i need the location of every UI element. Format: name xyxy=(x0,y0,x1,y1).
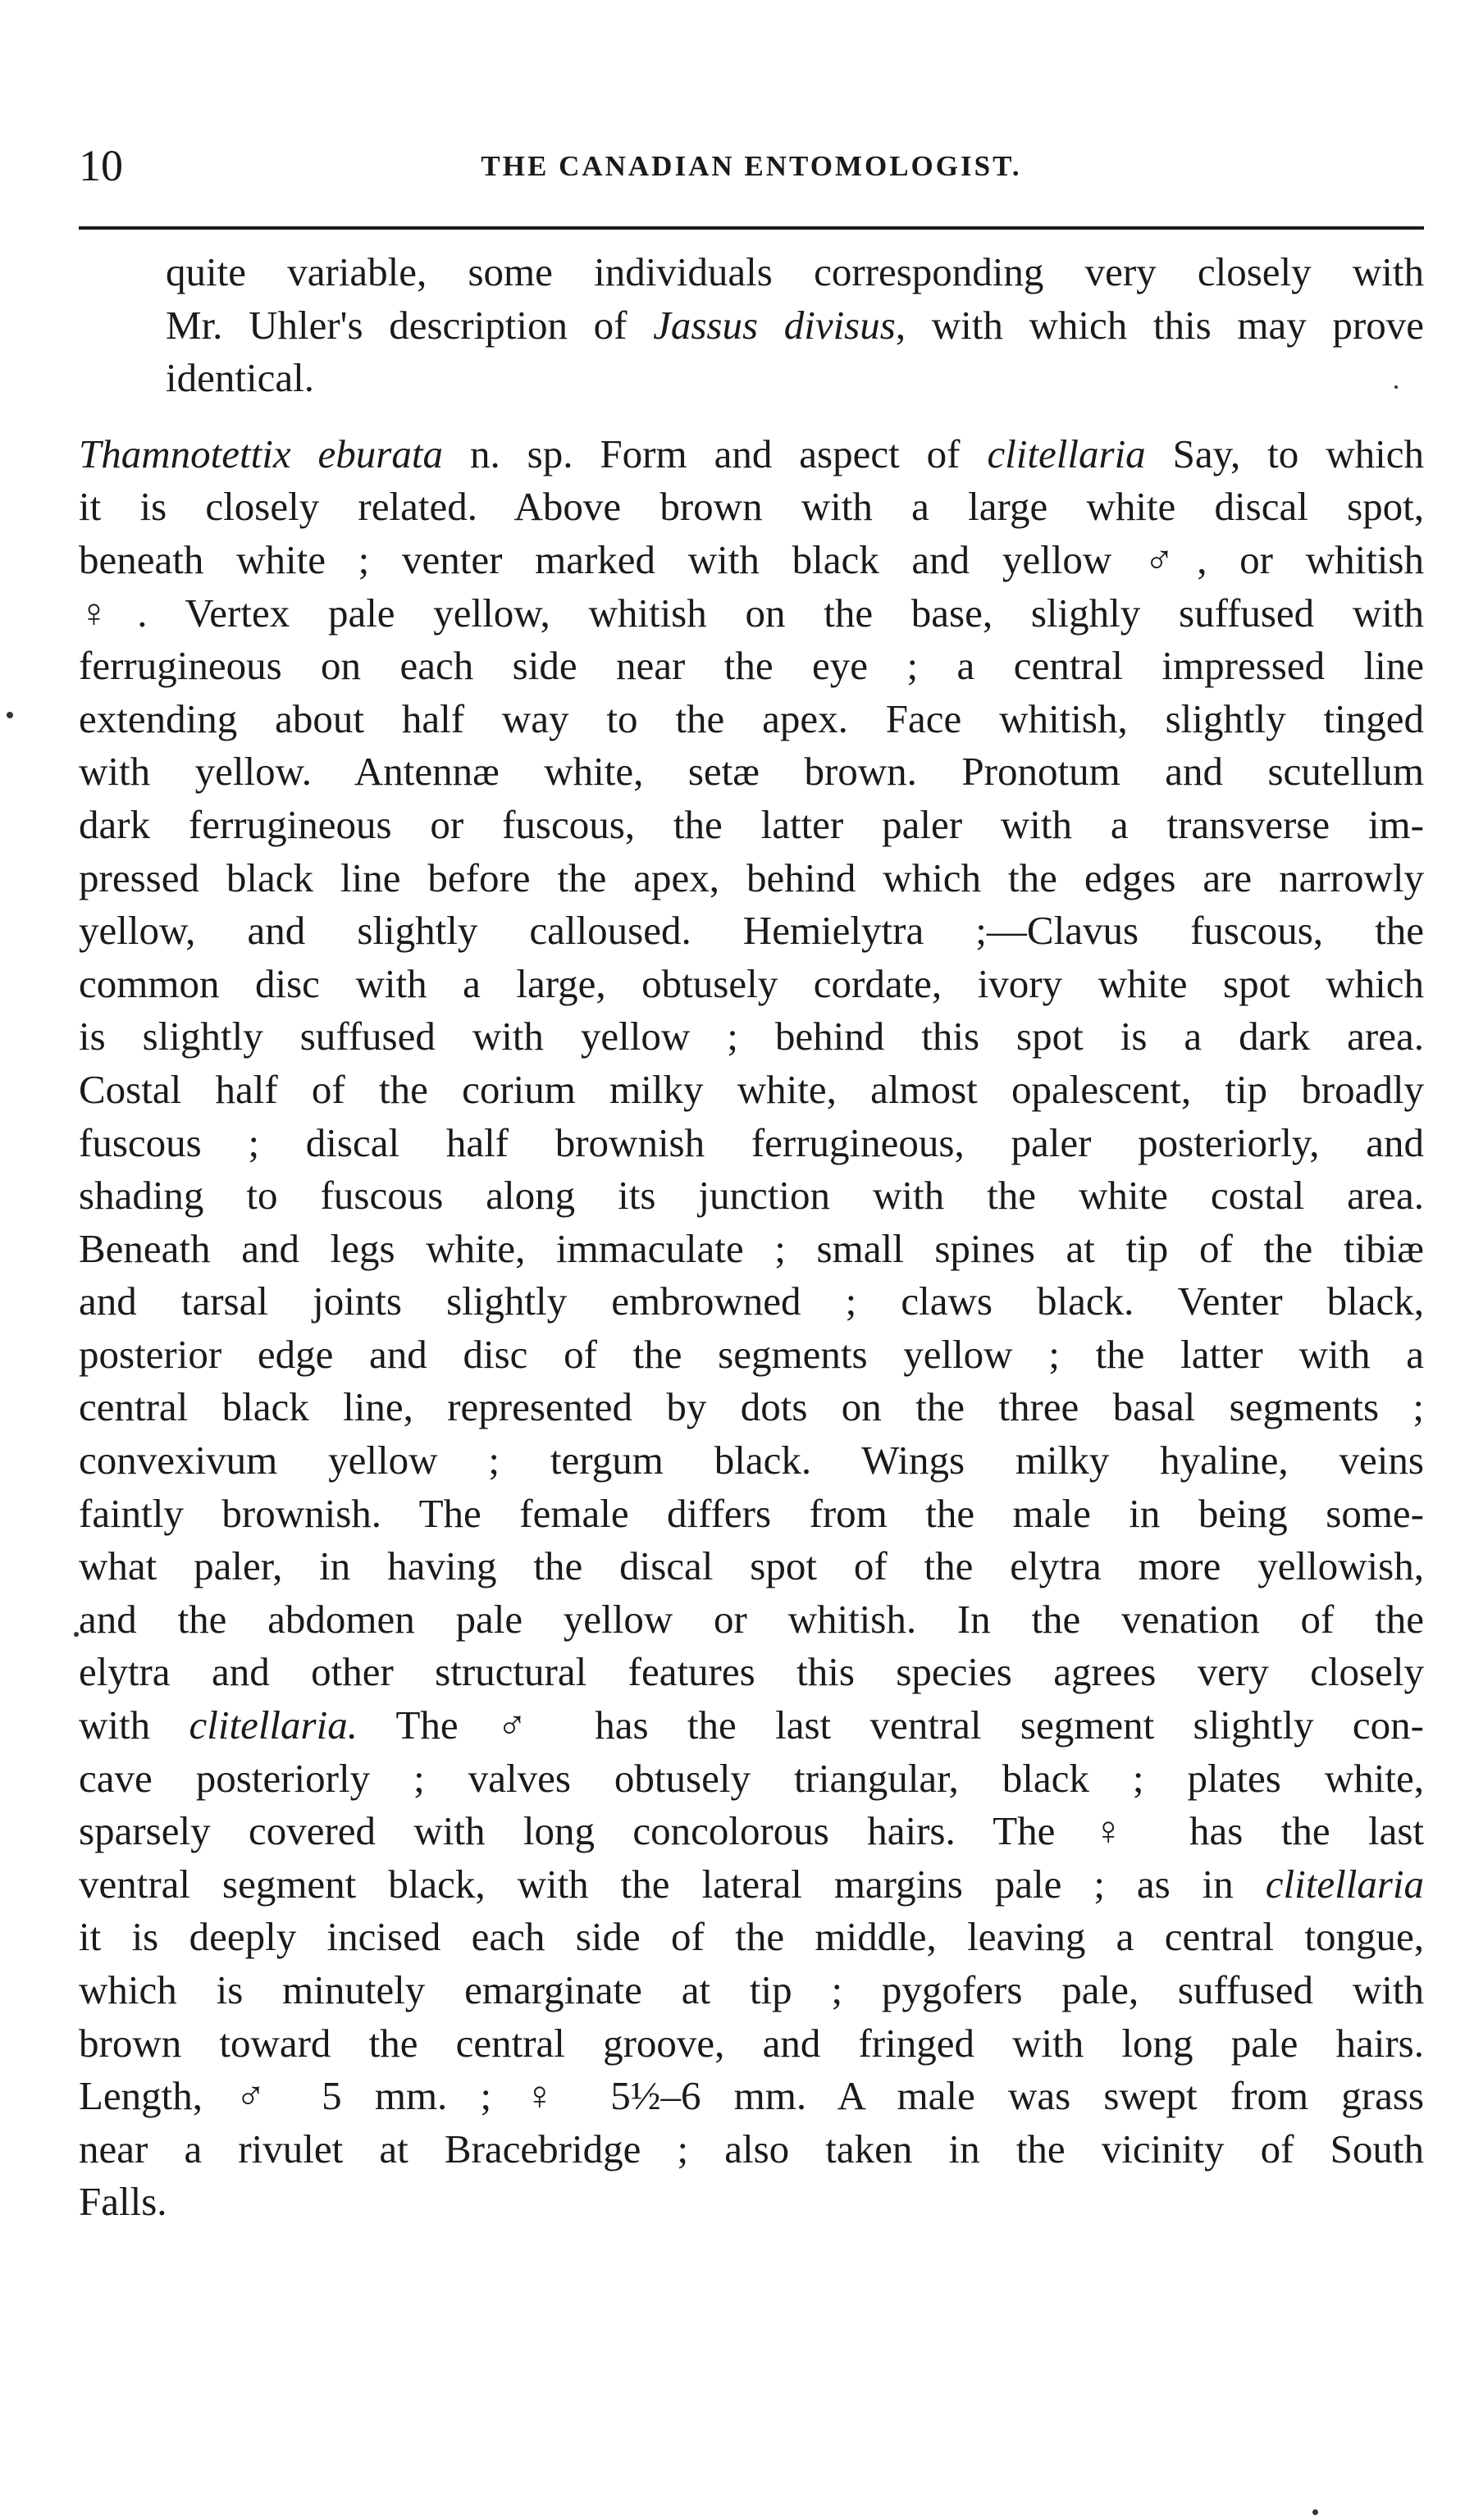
italic-taxon-name: clitellaria xyxy=(987,431,1146,476)
text-line xyxy=(79,958,1424,1011)
print-speck xyxy=(7,712,13,718)
text-line xyxy=(79,1117,1424,1170)
italic-taxon-name: Thamnotettix eburata xyxy=(79,431,443,476)
text-line xyxy=(79,1488,1424,1541)
text-line xyxy=(79,1858,1424,1912)
italic-taxon-name: clitellaria xyxy=(1265,1861,1424,1907)
text-run: central black line, represented by dots on the three basal segments ; xyxy=(79,1384,1424,1430)
text-line xyxy=(79,1064,1424,1117)
text-line xyxy=(79,1381,1424,1434)
print-speck xyxy=(74,1632,79,1637)
text-run: ♀. Vertex pale yellow, whitish on the base, slighly suffused with xyxy=(79,590,1424,636)
text-line xyxy=(79,1593,1424,1647)
text-run: posterior edge and disc of the segments yellow ; the latter with a xyxy=(79,1331,1424,1377)
species-description-paragraph xyxy=(79,428,1424,2229)
text-run: elytra and other structural features this species agrees very closely xyxy=(79,1649,1424,1695)
text-line xyxy=(79,1911,1424,1964)
text-line xyxy=(79,1434,1424,1488)
text-line xyxy=(79,1805,1424,1858)
page-number: 10 xyxy=(79,141,123,190)
print-speck xyxy=(1312,2509,1318,2515)
text-line xyxy=(79,745,1424,799)
text-run: quite variable, some individuals corresponding very closely with xyxy=(166,249,1424,294)
text-line xyxy=(79,1223,1424,1276)
body-text xyxy=(79,246,1424,2229)
text-run: brown toward the central groove, and fringed with long pale hairs. xyxy=(79,2020,1424,2066)
text-line xyxy=(79,1752,1424,1806)
text-line xyxy=(79,799,1424,852)
text-line xyxy=(166,246,1424,299)
text-line xyxy=(166,352,1424,405)
text-line xyxy=(79,905,1424,958)
text-run: extending about half way to the apex. Face whitish, slightly tinged xyxy=(79,695,1424,741)
text-line xyxy=(79,428,1424,481)
text-run: what paler, in having the discal spot of the elytra more yellowish, xyxy=(79,1543,1424,1589)
text-run: which is minutely emarginate at tip ; pygofers pale, suffused with xyxy=(79,1967,1424,2012)
text-run: common disc with a large, obtusely cordate, ivory white spot which xyxy=(79,960,1424,1006)
text-run: Beneath and legs white, immaculate ; small spines at tip of the tibiæ xyxy=(79,1225,1424,1271)
text-run: fuscous ; discal half brownish ferrugineous, paler posteriorly, and xyxy=(79,1119,1424,1165)
text-run: ferrugineous on each side near the eye ; a central impressed line xyxy=(79,643,1424,689)
text-line xyxy=(79,1275,1424,1328)
text-run: and the abdomen pale yellow or whitish. In the venation of the xyxy=(79,1596,1424,1642)
text-line xyxy=(79,1169,1424,1223)
text-run: beneath white ; venter marked with black and yellow ♂, or whitish xyxy=(79,536,1424,582)
text-run: Costal half of the corium milky white, almost opalescent, tip broadly xyxy=(79,1066,1424,1112)
text-run: pressed black line before the apex, behind which the edges are narrowly xyxy=(79,854,1424,900)
text-line xyxy=(79,640,1424,693)
text-line xyxy=(79,1540,1424,1593)
page-header xyxy=(79,139,1424,205)
text-run: faintly brownish. The female differs from the male in being some- xyxy=(79,1490,1424,1536)
running-head: THE CANADIAN ENTOMOLOGIST. xyxy=(481,150,1022,182)
text-line xyxy=(166,299,1424,353)
text-run: dark ferrugineous or fuscous, the latter paler with a transverse im- xyxy=(79,801,1424,847)
italic-taxon-name: clitellaria. xyxy=(189,1702,358,1748)
text-run: cave posteriorly ; valves obtusely triangular, black ; plates white, xyxy=(79,1755,1424,1801)
header-rule xyxy=(79,226,1424,230)
text-run: convexivum yellow ; tergum black. Wings milky hyaline, veins xyxy=(79,1438,1424,1483)
italic-taxon-name: Jassus divisus xyxy=(653,302,896,348)
text-line xyxy=(79,587,1424,640)
text-run: it is deeply incised each side of the middle, leaving a central tongue, xyxy=(79,1914,1424,1960)
text-run: yellow, and slightly calloused. Hemielytra ;—Clavus fuscous, the xyxy=(79,908,1424,954)
text-run: Say, to which xyxy=(1145,431,1424,476)
text-line xyxy=(79,1964,1424,2017)
text-run: sparsely covered with long concolorous hairs. The ♀ has the last xyxy=(79,1808,1424,1854)
text-run: , with which this may prove xyxy=(895,302,1424,348)
text-run: shading to fuscous along its junction with the white costal area. xyxy=(79,1173,1424,1219)
text-line xyxy=(79,2176,1424,2229)
text-line xyxy=(79,1646,1424,1699)
text-line xyxy=(79,693,1424,746)
text-line xyxy=(79,1699,1424,1752)
text-run: with yellow. Antennæ white, setæ brown. Pronotum and scutellum xyxy=(79,749,1424,795)
text-run: it is closely related. Above brown with a large white discal spot, xyxy=(79,484,1424,530)
text-line xyxy=(79,852,1424,905)
text-run: with xyxy=(79,1702,189,1748)
text-line xyxy=(79,2017,1424,2071)
text-run: identical. xyxy=(166,355,314,401)
text-run: The ♂ has the last ventral segment slightly con- xyxy=(357,1702,1424,1748)
text-run: ventral segment black, with the lateral margins pale ; as in xyxy=(79,1861,1266,1907)
text-line xyxy=(79,534,1424,587)
text-run: near a rivulet at Bracebridge ; also taken in the vicinity of South xyxy=(79,2126,1424,2171)
text-line xyxy=(79,1010,1424,1064)
text-run: is slightly suffused with yellow ; behind this spot is a dark area. xyxy=(79,1014,1424,1059)
text-run: Length, ♂ 5 mm. ; ♀ 5½–6 mm. A male was swept from grass xyxy=(79,2073,1424,2119)
intro-paragraph xyxy=(79,246,1424,405)
text-run: Mr. Uhler's description of xyxy=(166,302,654,348)
text-run: Falls. xyxy=(79,2179,167,2225)
text-line xyxy=(79,2070,1424,2123)
text-line xyxy=(79,2123,1424,2176)
print-speck xyxy=(1394,385,1398,389)
text-line xyxy=(79,481,1424,534)
text-line xyxy=(79,1328,1424,1382)
text-run: and tarsal joints slightly embrowned ; claws black. Venter black, xyxy=(79,1278,1424,1324)
text-run: n. sp. Form and aspect of xyxy=(442,431,988,476)
